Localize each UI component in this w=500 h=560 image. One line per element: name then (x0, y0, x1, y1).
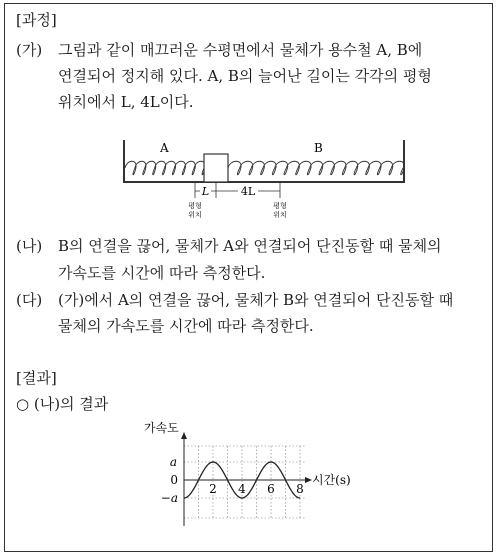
y-tick-neg-a: −a (160, 491, 178, 505)
step-na-line-1: B의 연결을 끊어, 물체가 A와 연결되어 단진동할 때 물체의 (58, 237, 442, 255)
equilibrium-b-label-1: 평형 (273, 202, 287, 210)
x-tick-label: 2 (209, 482, 217, 496)
spring-coil (125, 161, 205, 175)
step-da-line-2: 물체의 가속도를 시간에 따라 측정한다. (58, 317, 314, 335)
x-axis-label: 시간(s) (312, 473, 351, 487)
result-heading: [결과] (16, 369, 57, 387)
step-ga-line-1: 그림과 같이 매끄러운 수평면에서 물체가 용수철 A, B에 (58, 41, 423, 59)
equilibrium-a-label-1: 평형 (188, 202, 202, 210)
x-tick-label: 8 (296, 482, 304, 496)
x-tick-label: 4 (238, 482, 246, 496)
spring-a-label: A (160, 141, 169, 155)
spring-figure (120, 138, 410, 222)
x-axis-arrow (305, 477, 312, 483)
spring-b-label: B (314, 141, 323, 155)
step-ga-line-2: 연결되어 정지해 있다. A, B의 늘어난 길이는 각각의 평형 (58, 67, 432, 85)
step-ga-marker: (가) (16, 41, 43, 59)
length-4l-label: 4L (240, 185, 256, 198)
step-na-marker: (나) (16, 237, 43, 255)
step-da-line-1: (가)에서 A의 연결을 끊어, 물체가 B와 연결되어 단진동할 때 (58, 291, 454, 309)
process-heading: [과정] (16, 11, 57, 29)
step-da-marker: (다) (16, 291, 43, 309)
step-ga-line-3: 위치에서 L, 4L이다. (58, 93, 194, 111)
y-tick-0: 0 (170, 473, 178, 487)
length-l-label: L (201, 185, 210, 198)
acceleration-chart (140, 418, 370, 528)
x-tick-label: 6 (267, 482, 275, 496)
y-tick-a: a (169, 455, 177, 469)
step-na-line-2: 가속도를 시간에 따라 측정한다. (58, 264, 266, 282)
spring-b (228, 161, 404, 175)
equilibrium-a-label-2: 위치 (188, 211, 202, 219)
y-axis-arrow (181, 432, 187, 439)
result-item: ○ (나)의 결과 (16, 395, 109, 413)
spring-coil (228, 161, 404, 175)
equilibrium-b-label-2: 위치 (273, 211, 287, 219)
block-object (204, 154, 228, 182)
spring-a (125, 161, 205, 175)
y-axis-label: 가속도 (144, 421, 179, 435)
